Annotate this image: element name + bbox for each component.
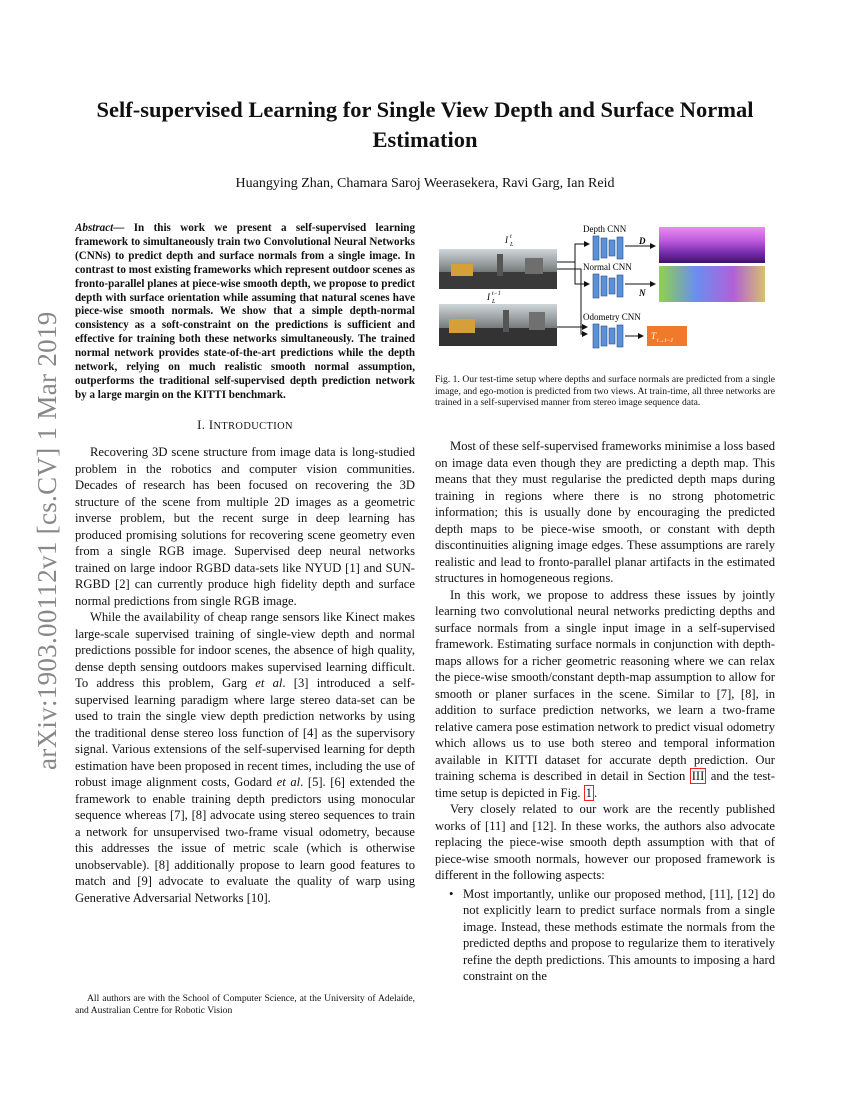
intro-p2-b: . [3] introduced a self-supervised learning paradigm where large stereo data-set can be used to train the single view depth prediction networks by using the traditional dense stereo loss function of [4] as the supervisory signal. Various extensions of the self-supervised learning for depth estimation have been proposed in recent times, including the use of robust image alignment costs, Godard	[75, 676, 415, 790]
figure-1-diagram	[437, 224, 775, 352]
right-paragraph-3: Very closely related to our work are the recently published works of [11] and [12]. In these works, the authors also advocate replacing the piece-wise smooth depth assumption with that of piece-wise smooth normals, however our proposed framework is different in the following aspects:	[435, 802, 775, 882]
list-item	[435, 886, 775, 985]
input-t-sup: t	[510, 234, 512, 240]
arxiv-stamp-text: arXiv:1903.00112v1 [cs.CV] 1 Mar 2019	[32, 311, 62, 770]
authors: Huangying Zhan, Chamara Saroj Weerasekera, Ravi Garg, Ian Reid	[235, 176, 615, 191]
input-image-t-minus-1	[439, 304, 557, 346]
bullet-text-1: Most importantly, unlike our proposed method, [11], [12] do not explicitly learn to predict surface normals from a single image. Instead, these methods estimate the normals from the predicted depths and propose to regularize them to iteratively refine the depth predictions. This amounts to imposing a hard constraint on the	[463, 886, 775, 983]
depth-cnn-label: Depth CNN	[583, 224, 627, 234]
intro-p2-c: . [5]. [6] extended the framework to enable training depth predictors using monocular sequence whereas [7], [8] advocate using stereo sequences to train a network for unsupervised two-frame visual odometry, because this addresses the issue of metric scale (which is otherwise unobservable). [8] additionally propose to learn good features to match and [9] advocate to evaluate the quality of warp using Generative Adversarial Networks [10].	[75, 775, 415, 905]
intro-paragraph-2	[75, 609, 415, 906]
right-paragraph-1: Most of these self-supervised frameworks minimise a loss based on image data even though they are predicting a depth map. This means that they must regularise the predicted depth maps during training in regions where there is no strong photometric information; this is usually done by encouraging the predicted depth maps to be piece-wise smooth, or constant with depth discontinuities aligning image edges. These assumptions are rarely realistic and lead to fronto-parallel planar artifacts in the estimated structures in homogeneous regions.	[435, 439, 775, 585]
figure-1-caption: Fig. 1. Our test-time setup where depths and surface normals are predicted from a single image, and ego-motion is predicted from two views. At train-time, all three networks are trained in a self-supervised manner from stereo image sequence data.	[435, 374, 775, 409]
odometry-cnn-label: Odometry CNN	[583, 312, 641, 322]
output-pose-sub: t→t−1	[657, 338, 674, 344]
right-p2-b: and the test-time setup is depicted in Fig.	[435, 769, 775, 800]
input-tm1-label: I	[487, 292, 490, 302]
abstract	[75, 222, 415, 403]
left-column	[75, 222, 415, 906]
input-tm1-sup: t−1	[492, 291, 501, 297]
depth-map-output	[659, 227, 765, 263]
abstract-label: Abstract	[75, 222, 114, 234]
abstract-text: — In this work we present a self-supervised learning framework to simultaneously train two Convolutional Neural Networks (CNNs) to predict depth and surface normals from a single image. In contrast to most existing frameworks which represent outdoor scenes as fronto-parallel planes at piece-wise smooth depth, we propose to predict depth with surface orientation while assuming that natural scenes have piece-wise smooth normals. We show that a simple depth-normal consistency as a soft-constraint on the predictions is sufficient and effective for training both these networks simultaneously. The trained normal network provides state-of-the-art predictions while the depth network, relying on much realistic smooth normal assumption, outperforms the traditional self-supervised depth prediction network by a large margin on the KITTI benchmark.	[75, 222, 415, 401]
output-depth-label: D	[639, 236, 646, 246]
aspects-list	[435, 886, 775, 985]
arxiv-stamp	[12, 300, 62, 770]
output-pose-label: T	[651, 331, 657, 341]
title-line-1: Self-supervised Learning for Single View Depth and Surface Normal	[96, 97, 754, 122]
depth-cnn-block	[593, 236, 623, 260]
right-paragraph-2	[435, 587, 775, 802]
section-number: I.	[197, 417, 206, 432]
intro-paragraph-1: Recovering 3D scene structure from image data is long-studied problem in the robotics and computer vision communities. Decades of research has been focused on recovering the 3D structure of the scene from multiple 2D images as a geometric inverse problem, but the recent surge in deep learning has produced promising solutions for recovering scene geometry even from a single RGB image. Supervised deep neural networks trained on large indoor RGBD data-sets like NYUD [1] and SUN-RGBD [2] can currently produce high fidelity depth and surface normal predictions from single RGB image.	[75, 445, 415, 608]
et-al-1: et al	[255, 676, 283, 691]
bullet-dot: •	[449, 886, 454, 901]
paper-title	[75, 95, 775, 155]
output-normal-label: N	[639, 288, 646, 298]
figure-ref-link[interactable]: 1	[585, 785, 592, 800]
section-ref-link[interactable]: III	[691, 769, 705, 783]
input-t-label: I	[505, 235, 508, 245]
intro-p2-a: While the availability of cheap range sensors like Kinect makes large-scale supervised training of single-view depth and normal predictions possible for indoor scenes, the absence of high quality, dense depth sensing outdoors makes supervised learning difficult. To address this problem, Garg	[75, 610, 415, 691]
title-line-2: Estimation	[372, 127, 478, 152]
odometry-cnn-block	[593, 324, 623, 348]
section-first-letter: I	[208, 417, 214, 432]
right-p2-c: .	[593, 785, 598, 800]
input-image-t	[439, 249, 557, 289]
normal-cnn-block	[593, 274, 623, 298]
right-p2-a: In this work, we propose to address these issues by jointly learning two convolutional neural networks predicting depths and surface normals from a single input image in a self-supervised framework. Estimating surface normals in conjunction with depth-maps allows for a richer geometric reasoning where we can relax the piece-wise smooth/constant depth-map assumption to allow for smooth or planer surfaces in the scene. Similar to [7], [8], in addition to surface prediction networks, we learn a two-frame relative camera pose estimation network to predict visual odometry which allows us to use both stereo and temporal information available in KITTI dataset for accurate depth prediction. Our training schema is described in detail in Section	[435, 587, 775, 783]
et-al-2: et al	[276, 775, 301, 790]
normal-cnn-label: Normal CNN	[583, 262, 632, 272]
footnote: All authors are with the School of Computer Science, at the University of Adelaide, and Australian Centre for Robotic Vision	[75, 993, 415, 1016]
figure-1	[437, 224, 775, 352]
input-t-sub: L	[510, 242, 514, 248]
section-heading-introduction	[75, 417, 415, 436]
normal-map-output	[659, 266, 765, 302]
section-rest: NTRODUCTION	[213, 420, 293, 432]
right-column	[435, 438, 775, 985]
input-tm1-sub: L	[492, 299, 496, 305]
